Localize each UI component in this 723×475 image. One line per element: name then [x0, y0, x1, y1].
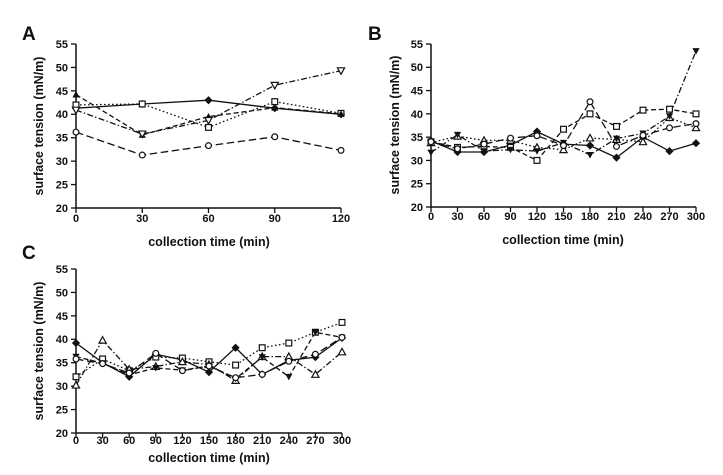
panel-label-b: B [368, 24, 382, 45]
y-tick-label: 45 [55, 310, 68, 323]
x-tick-label: 270 [660, 211, 679, 223]
chart-panel-b [355, 0, 723, 250]
y-tick-label: 40 [55, 109, 68, 122]
y-tick-label: 35 [55, 357, 68, 370]
y-axis-title-b: surface tension (mN/m) [388, 55, 402, 195]
y-tick-label: 40 [410, 108, 423, 121]
x-tick-label: 0 [427, 211, 435, 223]
x-tick-label: 180 [580, 211, 600, 223]
y-tick-label: 20 [55, 427, 68, 440]
y-axis-title-a: surface tension (mN/m) [32, 56, 46, 196]
y-tick-label: 30 [55, 156, 68, 169]
y-tick-label: 25 [410, 178, 423, 191]
x-tick-label: 30 [136, 213, 149, 225]
x-tick-label: 150 [199, 435, 219, 447]
x-tick-label: 300 [332, 435, 352, 447]
y-tick-label: 55 [55, 38, 68, 51]
y-tick-label: 50 [410, 62, 423, 75]
y-tick-label: 55 [410, 38, 423, 51]
x-tick-label: 120 [173, 435, 192, 447]
y-tick-label: 50 [55, 62, 68, 75]
y-tick-label: 50 [55, 287, 68, 300]
x-axis-title-b: collection time (min) [502, 233, 624, 247]
x-tick-label: 180 [226, 435, 245, 447]
chart-panel-a [0, 0, 365, 250]
x-tick-label: 150 [554, 211, 573, 223]
x-tick-label: 90 [149, 435, 162, 447]
x-tick-label: 240 [279, 435, 298, 447]
x-tick-label: 270 [306, 435, 325, 447]
x-tick-label: 30 [451, 211, 464, 223]
x-axis-title-c: collection time (min) [148, 451, 270, 465]
x-tick-label: 60 [123, 435, 136, 447]
x-tick-label: 0 [72, 435, 80, 447]
x-tick-label: 120 [527, 211, 547, 223]
x-tick-label: 90 [504, 211, 517, 223]
series-line [431, 51, 696, 155]
x-tick-label: 60 [202, 213, 215, 225]
x-axis-title-a: collection time (min) [148, 235, 270, 249]
y-tick-label: 55 [55, 263, 68, 276]
x-tick-label: 0 [72, 213, 80, 225]
x-tick-label: 210 [607, 211, 626, 223]
y-tick-label: 35 [55, 132, 68, 145]
y-tick-label: 25 [55, 404, 68, 417]
y-tick-label: 20 [55, 202, 68, 215]
y-tick-label: 45 [410, 85, 423, 98]
y-tick-label: 30 [55, 381, 68, 394]
y-tick-label: 35 [410, 132, 423, 145]
chart-panel-c [0, 238, 365, 475]
x-tick-label: 300 [686, 211, 706, 223]
x-tick-label: 30 [96, 435, 109, 447]
x-tick-label: 60 [477, 211, 491, 223]
x-tick-label: 240 [633, 211, 653, 223]
y-tick-label: 20 [410, 201, 423, 214]
y-tick-label: 25 [55, 179, 68, 192]
panel-label-c: C [22, 243, 36, 264]
x-tick-label: 90 [268, 213, 281, 225]
y-tick-label: 30 [410, 155, 423, 168]
x-tick-label: 120 [331, 213, 351, 225]
y-tick-label: 45 [55, 85, 68, 98]
panel-label-a: A [22, 24, 36, 45]
x-tick-label: 210 [253, 435, 272, 447]
y-axis-title-c: surface tension (mN/m) [32, 281, 46, 421]
y-tick-label: 40 [55, 334, 68, 347]
